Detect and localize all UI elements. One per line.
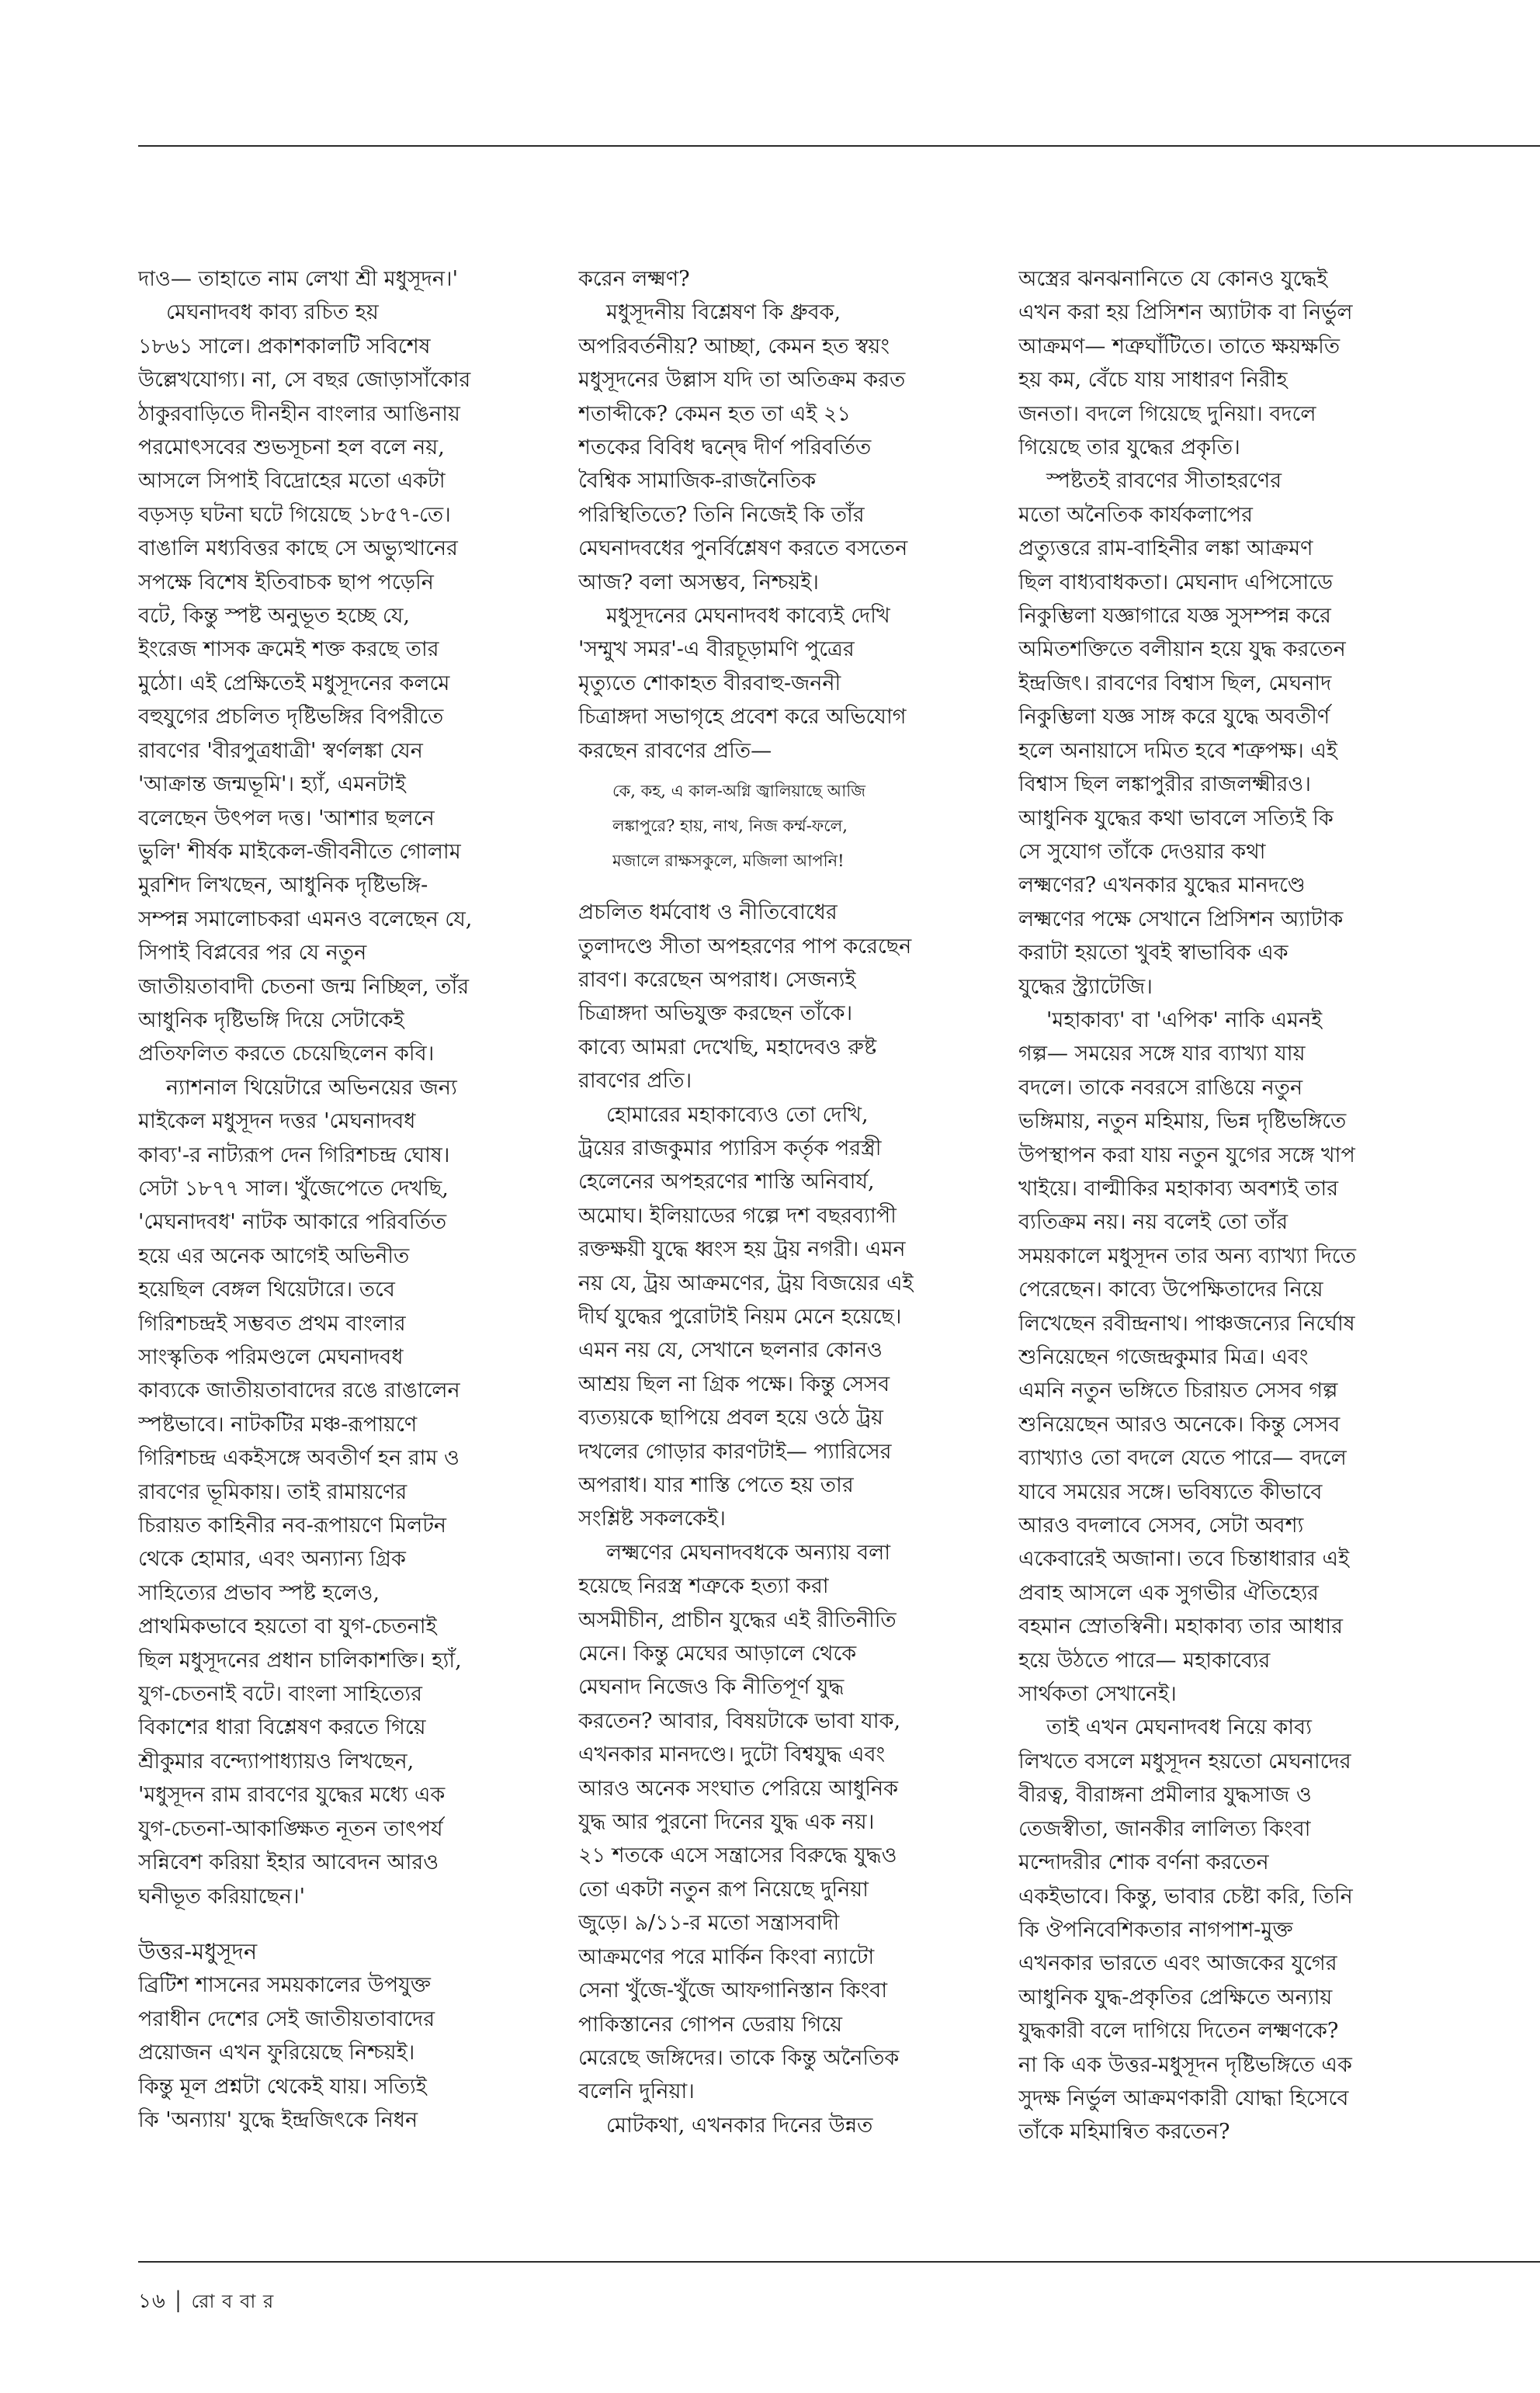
text-line: পাকিস্তানের গোপন ডেরায় গিয়ে <box>578 2012 843 2037</box>
text-line: বিশ্বাস ছিল লঙ্কাপুরীর রাজলক্ষ্মীরও। <box>1018 772 1311 797</box>
text-line: উল্লেখযোগ্য। না, সে বছর জোড়াসাঁকোর <box>138 368 471 393</box>
text-line: মধুসূদনের মেঘনাদবধ কাব্যেই দেখি <box>606 604 890 629</box>
text-line: সাংস্কৃতিক পরিমণ্ডলে মেঘনাদবধ <box>138 1345 404 1369</box>
text-line: মুরশিদ লিখছেন, আধুনিক দৃষ্টিভঙ্গি- <box>138 873 428 898</box>
text-line: কি 'অন্যায়' যুদ্ধে ইন্দ্রজিৎকে নিধন <box>138 2107 418 2132</box>
text-line: রাবণের ভূমিকায়। তাই রামায়ণের <box>138 1479 408 1504</box>
text-line: কাব্যে আমরা দেখেছি, মহাদেবও রুষ্ট <box>578 1035 877 1060</box>
text-line: সার্থকতা সেখানেই। <box>1018 1682 1177 1707</box>
text-line: বহুযুগের প্রচলিত দৃষ্টিভঙ্গির বিপরীতে <box>138 705 444 730</box>
text-line: এখনকার মানদণ্ডে। দুটো বিশ্বযুদ্ধ এবং <box>578 1743 886 1767</box>
text-line: আজ? বলা অসম্ভব, নিশ্চয়ই। <box>578 570 819 595</box>
text-line: মন্দোদরীর শোক বর্ণনা করতেন <box>1018 1850 1269 1875</box>
text-line: খাইয়ে। বাল্মীকির মহাকাব্য অবশ্যই তার <box>1018 1176 1339 1201</box>
text-line: বাঙালি মধ্যবিত্তর কাছে সে অভ্যুত্থানের <box>138 536 458 561</box>
text-line: মেঘনাদ নিজেও কি নীতিপূর্ণ যুদ্ধ <box>578 1675 845 1700</box>
text-line: দাও— তাহাতে নাম লেখা শ্রী মধুসূদন।' <box>138 267 459 291</box>
text-line: মেঘনাদবধ কাব্য রচিত হয় <box>166 300 379 325</box>
text-line: মধুসূদনের উল্লাস যদি তা অতিক্রম করত <box>578 368 906 393</box>
text-line: বদলে। তাকে নবরসে রাঙিয়ে নতুন <box>1018 1075 1303 1100</box>
text-line: চিত্রাঙ্গদা সভাগৃহে প্রবেশ করে অভিযোগ <box>578 705 907 730</box>
text-line: আরও অনেক সংঘাত পেরিয়ে আধুনিক <box>578 1776 898 1801</box>
text-line: ঠাকুরবাড়িতে দীনহীন বাংলার আঙিনায় <box>138 401 460 426</box>
text-line: বৈশ্বিক সামাজিক-রাজনৈতিক <box>578 469 817 494</box>
text-line: প্রবাহ আসলে এক সুগভীর ঐতিহ্যের <box>1018 1580 1319 1605</box>
text-line: হোমারের মহাকাব্যেও তো দেখি, <box>606 1102 869 1127</box>
text-line: হলে অনায়াসে দমিত হবে শত্রুপক্ষ। এই <box>1018 738 1337 763</box>
text-line: ইন্দ্রজিৎ। রাবণের বিশ্বাস ছিল, মেঘনাদ <box>1018 671 1332 695</box>
text-line: নিকুম্ভিলা যজ্ঞাগারে যজ্ঞ সুসম্পন্ন করে <box>1018 604 1331 629</box>
text-line: গল্প— সময়ের সঙ্গে যার ব্যাখ্যা যায় <box>1018 1042 1306 1066</box>
text-line: শুনিয়েছেন গজেন্দ্রকুমার মিত্র। এবং <box>1018 1345 1309 1369</box>
text-line: আধুনিক দৃষ্টিভঙ্গি দিয়ে সেটাকেই <box>138 1007 404 1032</box>
text-line: শতকের বিবিধ দ্বন্দ্বে দীর্ণ পরিবর্তিত <box>578 435 872 460</box>
text-line: লক্ষ্মণের? এখনকার যুদ্ধের মানদণ্ডে <box>1018 873 1306 898</box>
text-line: করেন লক্ষ্মণ? <box>578 267 690 291</box>
text-line: শ্রীকুমার বন্দ্যোপাধ্যায়ও লিখছেন, <box>138 1749 414 1774</box>
text-line: মৃত্যুতে শোকাহত বীরবাহু-জননী <box>578 671 841 695</box>
text-line: চিরায়ত কাহিনীর নব-রূপায়ণে মিলটন <box>138 1514 447 1538</box>
text-line: সময়কালে মধুসূদন তার অন্য ব্যাখ্যা দিতে <box>1018 1243 1356 1268</box>
text-line: পরমোৎসবের শুভসূচনা হল বলে নয়, <box>138 435 445 460</box>
text-line: প্রয়োজন এখন ফুরিয়েছে নিশ্চয়ই। <box>138 2041 415 2065</box>
text-line: থেকে হোমার, এবং অন্যান্য গ্রিক <box>138 1547 406 1572</box>
text-line: সিপাই বিপ্লবের পর যে নতুন <box>138 941 367 966</box>
text-line: যুদ্ধ আর পুরনো দিনের যুদ্ধ এক নয়। <box>578 1810 875 1835</box>
text-line: আশ্রয় ছিল না গ্রিক পক্ষে। কিন্তু সেসব <box>578 1372 890 1396</box>
text-line: তাঁকে মহিমান্বিত করতেন? <box>1018 2120 1230 2145</box>
text-line: হয়ে এর অনেক আগেই অভিনীত <box>138 1243 410 1268</box>
text-line: আক্রমণ— শত্রুঘাঁটিতে। তাতে ক্ষয়ক্ষতি <box>1018 334 1341 359</box>
magazine-name: রো ব বা র <box>191 2291 275 2312</box>
text-line: ব্রিটিশ শাসনের সময়কালের উপযুক্ত <box>138 1973 431 1998</box>
text-line: যুদ্ধকারী বলে দাগিয়ে দিতেন লক্ষ্মণকে? <box>1018 2019 1339 2044</box>
text-line: আধুনিক যুদ্ধ-প্রকৃতির প্রেক্ষিতে অন্যায় <box>1018 1985 1333 2010</box>
text-line: রক্তক্ষয়ী যুদ্ধে ধ্বংস হয় ট্রয় নগরী। এমন <box>578 1237 906 1262</box>
text-line: স্পষ্টতই রাবণের সীতাহরণের <box>1046 469 1282 494</box>
text-line: পরিস্থিতিতে? তিনি নিজেই কি তাঁর <box>578 502 865 527</box>
text-line: এখনকার ভারতে এবং আজকের যুগের <box>1018 1951 1337 1976</box>
article-column-2 <box>578 262 959 2142</box>
text-line: হয়ে উঠতে পারে— মহাকাব্যের <box>1018 1648 1271 1673</box>
text-line: গিয়েছে তার যুদ্ধের প্রকৃতি। <box>1018 435 1240 460</box>
text-line: প্রতিফলিত করতে চেয়েছিলেন কবি। <box>138 1042 435 1066</box>
text-line: কি ঔপনিবেশিকতার নাগপাশ-মুক্ত <box>1018 1917 1293 1942</box>
text-line: বলেছেন উৎপল দত্ত। 'আশার ছলনে <box>138 806 435 831</box>
text-line: যুদ্ধের স্ট্র্যাটেজি। <box>1018 974 1153 999</box>
text-line: কাব্যকে জাতীয়তাবাদের রঙে রাঙালেন <box>138 1379 460 1403</box>
text-line: যুগ-চেতনা-আকাঙ্ক্ষিত নূতন তাৎপর্য <box>138 1816 443 1841</box>
text-line: বটে, কিন্তু স্পষ্ট অনুভূত হচ্ছে যে, <box>138 604 411 629</box>
footer-separator: │ <box>172 2291 185 2312</box>
text-line: জাতীয়তাবাদী চেতনা জন্ম নিচ্ছিল, তাঁর <box>138 974 470 999</box>
text-line: ট্রয়ের রাজকুমার প্যারিস কর্তৃক পরস্ত্রী <box>578 1136 882 1160</box>
text-line: ভুলি' শীর্ষক মাইকেল-জীবনীতে গোলাম <box>138 839 461 864</box>
text-line: করতেন? আবার, বিষয়টাকে ভাবা যাক, <box>578 1708 901 1733</box>
bottom-rule <box>138 2261 1540 2263</box>
text-line: গিরিশচন্দ্রই সম্ভবত প্রথম বাংলার <box>138 1311 406 1336</box>
text-line: অমোঘ। ইলিয়াডের গল্পে দশ বছরব্যাপী <box>578 1203 897 1228</box>
text-line: চিত্রাঙ্গদা অভিযুক্ত করছেন তাঁকে। <box>578 1001 853 1026</box>
text-line: মেঘনাদবধের পুনর্বিশ্লেষণ করতে বসতেন <box>578 536 908 561</box>
text-line: ব্যত্যয়কে ছাপিয়ে প্রবল হয়ে ওঠে ট্রয় <box>578 1406 883 1431</box>
text-line: আসলে সিপাই বিদ্রোহের মতো একটা <box>138 469 446 494</box>
text-line: বহমান স্রোতস্বিনী। মহাকাব্য তার আধার <box>1018 1614 1344 1639</box>
text-line: একেবারেই অজানা। তবে চিন্তাধারার এই <box>1018 1547 1350 1572</box>
text-line: কাব্য'-র নাট্যরূপ দেন গিরিশচন্দ্র ঘোষ। <box>138 1143 450 1167</box>
text-line: সেনা খুঁজে-খুঁজে আফগানিস্তান কিংবা <box>578 1979 888 2003</box>
text-line: প্রচলিত ধর্মবোধ ও নীতিবোধের <box>578 900 838 925</box>
text-line: ১৮৬১ সালে। প্রকাশকালটি সবিশেষ <box>138 334 431 359</box>
text-line: ২১ শতকে এসে সন্ত্রাসের বিরুদ্ধে যুদ্ধও <box>578 1843 897 1868</box>
text-line: যুগ-চেতনাই বটে। বাংলা সাহিত্যের <box>138 1682 422 1707</box>
text-line: অসমীচীন, প্রাচীন যুদ্ধের এই রীতিনীতি <box>578 1607 897 1632</box>
text-line: রাবণ। করেছেন অপরাধ। সেজন্যই <box>578 967 856 992</box>
text-line: সন্নিবেশ করিয়া ইহার আবেদন আরও <box>138 1850 439 1875</box>
text-line: নিকুম্ভিলা যজ্ঞ সাঙ্গ করে যুদ্ধে অবতীর্ণ <box>1018 705 1330 730</box>
text-line: এমন নয় যে, সেখানে ছলনার কোনও <box>578 1338 883 1363</box>
text-line: 'মহাকাব্য' বা 'এপিক' নাকি এমনই <box>1046 1007 1323 1032</box>
text-line: ব্যাখ্যাও তো বদলে যেতে পারে— বদলে <box>1018 1446 1347 1471</box>
text-line: প্রাথমিকভাবে হয়তো বা যুগ-চেতনাই <box>138 1614 437 1639</box>
subheading: উত্তর-মধুসূদন <box>138 1937 258 1965</box>
text-line: করাটা হয়তো খুবই স্বাভাবিক এক <box>1018 941 1289 966</box>
text-line: তাই এখন মেঘনাদবধ নিয়ে কাব্য <box>1046 1715 1312 1740</box>
text-line: 'মধুসূদন রাম রাবণের যুদ্ধের মধ্যে এক <box>138 1783 446 1808</box>
text-line: অপরাধ। যার শাস্তি পেতে হয় তার <box>578 1473 854 1497</box>
text-line: শতাব্দীকে? কেমন হত তা এই ২১ <box>578 401 852 426</box>
text-line: মেরেছে জঙ্গিদের। তাকে কিন্তু অনৈতিক <box>578 2045 900 2070</box>
text-line: বিকাশের ধারা বিশ্লেষণ করতে গিয়ে <box>138 1715 426 1740</box>
text-line: হয়েছিল বেঙ্গল থিয়েটারে। তবে <box>138 1278 395 1302</box>
text-line: অমিতশক্তিতে বলীয়ান হয়ে যুদ্ধ করতেন <box>1018 637 1346 662</box>
text-line: আরও বদলাবে সেসব, সেটা অবশ্য <box>1018 1514 1304 1538</box>
text-line: সপক্ষে বিশেষ ইতিবাচক ছাপ পড়েনি <box>138 570 434 595</box>
text-line: না কি এক উত্তর-মধুসূদন দৃষ্টিভঙ্গিতে এক <box>1018 2052 1352 2077</box>
text-line: মেনে। কিন্তু মেঘের আড়ালে থেকে <box>578 1642 857 1666</box>
text-line: মতো অনৈতিক কার্যকলাপের <box>1018 502 1253 527</box>
text-line: অপরিবর্তনীয়? আচ্ছা, কেমন হত স্বয়ং <box>578 334 890 359</box>
text-line: ভঙ্গিমায়, নতুন মহিমায়, ভিন্ন দৃষ্টিভঙ্গিতে <box>1018 1109 1347 1134</box>
text-line: ঘনীভূত করিয়াছেন।' <box>138 1884 306 1909</box>
text-line: সেটা ১৮৭৭ সাল। খুঁজেপেতে দেখছি, <box>138 1176 449 1201</box>
text-line: বীরত্ব, বীরাঙ্গনা প্রমীলার যুদ্ধসাজ ও <box>1018 1783 1312 1808</box>
text-line: সে সুযোগ তাঁকে দেওয়ার কথা <box>1018 839 1266 864</box>
text-line: কিন্তু মূল প্রশ্নটা থেকেই যায়। সত্যিই <box>138 2074 427 2099</box>
text-line: গিরিশচন্দ্র একইসঙ্গে অবতীর্ণ হন রাম ও <box>138 1446 460 1471</box>
text-line: স্পষ্টভাবে। নাটকটির মঞ্চ-রূপায়ণে <box>138 1412 418 1437</box>
text-line: লিখতে বসলে মধুসূদন হয়তো মেঘনাদের <box>1018 1749 1351 1774</box>
page-footer <box>138 2285 274 2319</box>
text-line: 'মেঘনাদবধ' নাটক আকারে পরিবর্তিত <box>138 1210 447 1235</box>
text-line: ইংরেজ শাসক ক্রমেই শক্ত করছে তার <box>138 637 439 662</box>
text-line: ছিল বাধ্যবাধকতা। মেঘনাদ এপিসোডে <box>1018 570 1333 595</box>
text-line: দখলের গোড়ার কারণটাই— প্যারিসের <box>578 1439 892 1464</box>
text-line: মোটকথা, এখনকার দিনের উন্নত <box>606 2113 873 2138</box>
text-line: তেজস্বীতা, জানকীর লালিত্য কিংবা <box>1018 1816 1311 1841</box>
text-line: এমনি নতুন ভঙ্গিতে চিরায়ত সেসব গল্প <box>1018 1379 1338 1403</box>
text-line: বলেনি দুনিয়া। <box>578 2079 695 2104</box>
text-line: 'আক্রান্ত জন্মভূমি'। হ্যাঁ, এমনটাই <box>138 772 406 797</box>
text-line: এখন করা হয় প্রিসিশন অ্যাটাক বা নির্ভুল <box>1018 300 1353 325</box>
text-line: হয় কম, বেঁচে যায় সাধারণ নিরীহ <box>1018 368 1288 393</box>
text-line: ছিল মধুসূদনের প্রধান চালিকাশক্তি। হ্যাঁ, <box>138 1648 462 1673</box>
text-line: অস্ত্রের ঝনঝনানিতে যে কোনও যুদ্ধেই <box>1018 267 1328 291</box>
text-line: নয় যে, ট্রয় আক্রমণের, ট্রয় বিজয়ের এই <box>578 1271 914 1295</box>
verse-line: কে, কহ, এ কাল-অগ্নি জ্বালিয়াছে আজি <box>612 782 866 801</box>
text-line: সুদক্ষ নির্ভুল আক্রমণকারী যোদ্ধা হিসেবে <box>1018 2086 1349 2110</box>
text-line: লক্ষ্মণের পক্ষে সেখানে প্রিসিশন অ্যাটাক <box>1018 907 1344 931</box>
text-line: আধুনিক যুদ্ধের কথা ভাবলে সত্যিই কি <box>1018 806 1334 831</box>
verse-line: লঙ্কাপুরে? হায়, নাথ, নিজ কর্ম্ম-ফলে, <box>612 817 848 836</box>
text-line: উপস্থাপন করা যায় নতুন যুগের সঙ্গে খাপ <box>1018 1143 1355 1167</box>
text-line: তুলাদণ্ডে সীতা অপহরণের পাপ করেছেন <box>578 934 912 959</box>
text-line: যাবে সময়ের সঙ্গে। ভবিষ্যতে কীভাবে <box>1018 1479 1323 1504</box>
article-column-1 <box>138 262 519 2137</box>
article-column-3 <box>1018 262 1399 2149</box>
text-line: সংশ্লিষ্ট সকলকেই। <box>578 1507 726 1531</box>
text-line: পরাধীন দেশের সেই জাতীয়তাবাদের <box>138 2006 435 2031</box>
text-line: শুনিয়েছেন আরও অনেকে। কিন্তু সেসব <box>1018 1412 1341 1437</box>
text-line: ন্যাশনাল থিয়েটারে অভিনয়ের জন্য <box>166 1075 457 1100</box>
text-line: সাহিত্যের প্রভাব স্পষ্ট হলেও, <box>138 1580 380 1605</box>
text-line: প্রত্যুত্তরে রাম-বাহিনীর লঙ্কা আক্রমণ <box>1018 536 1313 561</box>
text-line: হেলেনের অপহরণের শাস্তি অনিবার্য, <box>578 1170 875 1195</box>
text-line: দীর্ঘ যুদ্ধের পুরোটাই নিয়ম মেনে হয়েছে। <box>578 1304 902 1329</box>
text-line: একইভাবে। কিন্তু, ভাবার চেষ্টা করি, তিনি <box>1018 1884 1353 1909</box>
text-line: মধুসূদনীয় বিশ্লেষণ কি ধ্রুবক, <box>606 300 841 325</box>
text-line: জুড়ে। ৯/১১-র মতো সন্ত্রাসবাদী <box>578 1911 840 1936</box>
text-line: জনতা। বদলে গিয়েছে দুনিয়া। বদলে <box>1018 401 1316 426</box>
text-line: লক্ষ্মণের মেঘনাদবধকে অন্যায় বলা <box>606 1540 891 1565</box>
text-line: সম্পন্ন সমালোচকরা এমনও বলেছেন যে, <box>138 907 473 931</box>
text-line: করছেন রাবণের প্রতি— <box>578 738 772 763</box>
text-line: 'সম্মুখ সমর'-এ বীরচূড়ামণি পুত্রের <box>578 637 855 662</box>
text-line: রাবণের প্রতি। <box>578 1069 692 1094</box>
verse-line: মজালে রাক্ষসকুলে, মজিলা আপনি! <box>612 851 845 871</box>
text-line: তো একটা নতুন রূপ নিয়েছে দুনিয়া <box>578 1877 869 1902</box>
page-number: ১৬ <box>138 2290 166 2313</box>
text-line: হয়েছে নিরস্ত্র শত্রুকে হত্যা করা <box>578 1574 829 1599</box>
text-line: লিখেছেন রবীন্দ্রনাথ। পাঞ্চজন্যের নির্ঘোষ <box>1018 1311 1355 1336</box>
top-rule <box>138 145 1540 147</box>
text-line: বড়সড় ঘটনা ঘটে গিয়েছে ১৮৫৭-তে। <box>138 502 451 527</box>
text-line: মাইকেল মধুসূদন দত্তর 'মেঘনাদবধ <box>138 1109 416 1134</box>
text-line: রাবণের 'বীরপুত্রধাত্রী' স্বর্ণলঙ্কা যেন <box>138 738 423 763</box>
text-line: পেরেছেন। কাব্যে উপেক্ষিতাদের নিয়ে <box>1018 1278 1323 1302</box>
text-line: আক্রমণের পরে মার্কিন কিংবা ন্যাটো <box>578 1944 875 1969</box>
text-line: ব্যতিক্রম নয়। নয় বলেই তো তাঁর <box>1018 1210 1289 1235</box>
text-line: মুঠো। এই প্রেক্ষিতেই মধুসূদনের কলমে <box>138 671 450 695</box>
